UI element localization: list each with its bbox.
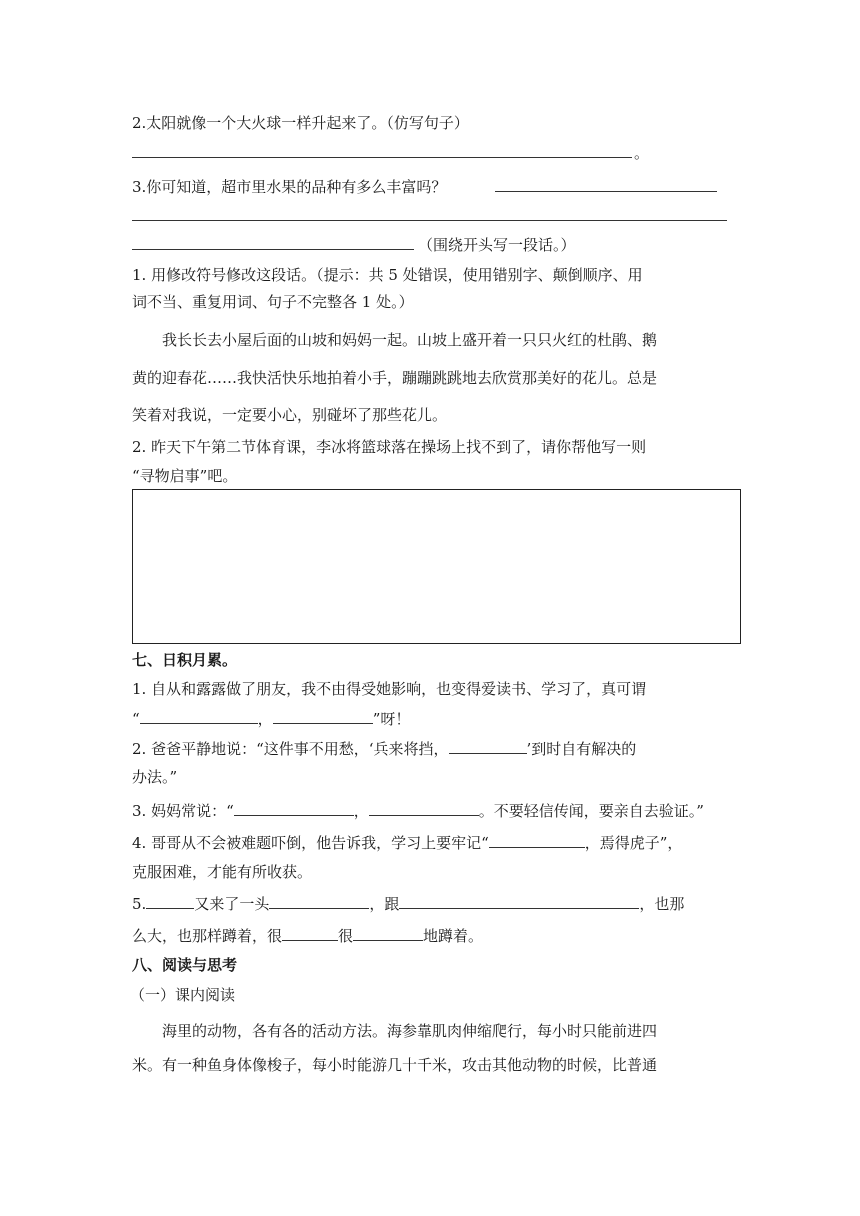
q5-part: 很 — [338, 927, 354, 945]
q5-text — [132, 893, 684, 914]
blank[interactable] — [399, 893, 639, 909]
q5-cont — [132, 925, 483, 946]
period: 。 — [634, 144, 650, 162]
q1-blanks — [132, 708, 410, 729]
answer-line[interactable] — [495, 191, 717, 192]
q5-part: ，跟 — [369, 895, 400, 913]
blank[interactable] — [273, 708, 373, 724]
q5-part: 又来了一头 — [194, 895, 270, 913]
quote-open: “ — [132, 710, 140, 728]
q2-suffix: ’到时自有解决的 — [526, 740, 637, 758]
blank[interactable] — [449, 738, 527, 754]
section-title-8: 八、阅读与思考 — [132, 956, 238, 974]
faulty-paragraph-line: 我长长去小屋后面的山坡和妈妈一起。山坡上盛开着一只只火红的杜鹃、鹅 — [162, 331, 658, 349]
q1-text: 1. 自从和露露做了朋友，我不由得受她影响，也变得爱读书、学习了，真可谓 — [132, 680, 647, 698]
q3-suffix: 。不要轻信传闻，要亲自去验证。” — [478, 802, 704, 820]
blank[interactable] — [489, 832, 585, 848]
q2-text — [132, 738, 636, 759]
q4-text — [132, 832, 682, 853]
blank[interactable] — [353, 925, 423, 941]
quote-close: ”呀！ — [372, 710, 411, 728]
lost-notice-question: 2. 昨天下午第二节体育课，李冰将篮球落在操场上找不到了，请你帮他写一则 — [132, 438, 647, 456]
answer-line[interactable] — [132, 249, 414, 250]
faulty-paragraph-line: 黄的迎春花……我快活快乐地拍着小手，蹦蹦跳跳地去欣赏那美好的花儿。总是 — [132, 369, 658, 387]
blank[interactable] — [269, 893, 369, 909]
edit-instruction-cont: 词不当、重复用词、句子不完整各 1 处。） — [132, 293, 414, 311]
comma: ， — [257, 710, 273, 728]
q2-prefix: 2. 爸爸平静地说：“这件事不用愁，‘兵来将挡， — [132, 740, 449, 758]
q5-part: ，也那 — [639, 895, 685, 913]
reading-passage-line: 海里的动物，各有各的活动方法。海参靠肌肉伸缩爬行，每小时只能前进四 — [162, 1022, 658, 1040]
answer-line[interactable] — [132, 157, 632, 158]
q4-suffix: ，焉得虎子”， — [584, 834, 683, 852]
q3-text — [132, 800, 704, 821]
lost-notice-question-cont: “寻物启事”吧。 — [132, 467, 238, 485]
comma: ， — [353, 802, 369, 820]
blank[interactable] — [369, 800, 479, 816]
edit-instruction: 1. 用修改符号修改这段话。（提示：共 5 处错误，使用错别字、颠倒顺序、用 — [132, 266, 643, 284]
blank[interactable] — [146, 893, 194, 909]
question-imitate-sentence: 2.太阳就像一个大火球一样升起来了。（仿写句子） — [132, 114, 469, 132]
reading-passage-line: 米。有一种鱼身体像梭子，每小时能游几十千米，攻击其他动物的时候，比普通 — [132, 1056, 658, 1074]
q5-num: 5. — [132, 895, 147, 913]
instruction-note: （围绕开头写一段话。） — [418, 236, 576, 254]
answer-line[interactable] — [132, 220, 727, 221]
q5-part: 地蹲着。 — [423, 927, 484, 945]
section-title-7: 七、日积月累。 — [132, 651, 238, 669]
blank[interactable] — [234, 800, 354, 816]
q4-cont: 克服困难，才能有所收获。 — [132, 863, 313, 881]
question-fruit: 3.你可知道，超市里水果的品种有多么丰富吗？ — [132, 178, 447, 196]
q3-prefix: 3. 妈妈常说：“ — [132, 802, 234, 820]
blank[interactable] — [282, 925, 338, 941]
q5-part: 么大，也那样蹲着，很 — [132, 927, 283, 945]
q2-cont: 办法。” — [132, 768, 178, 786]
subsection-title: （一）课内阅读 — [130, 986, 236, 1004]
blank[interactable] — [140, 708, 258, 724]
answer-box[interactable] — [132, 489, 741, 644]
q4-prefix: 4. 哥哥从不会被难题吓倒，他告诉我，学习上要牢记“ — [132, 834, 489, 852]
faulty-paragraph-line: 笑着对我说，一定要小心，别碰坏了那些花儿。 — [132, 406, 448, 424]
